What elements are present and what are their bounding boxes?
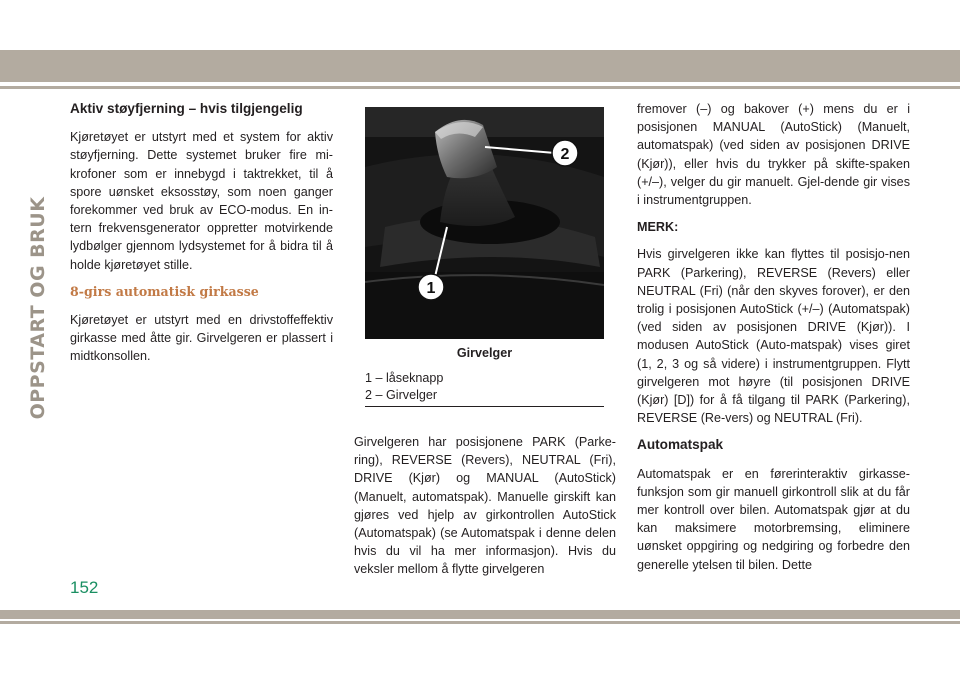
footer-rule <box>0 621 960 624</box>
header-band <box>0 50 960 82</box>
gear-selector-photo <box>365 107 604 339</box>
section-side-tab-label: OPPSTART OG BRUK <box>27 196 49 420</box>
figure-legend-item: 1 – låseknapp <box>365 371 444 385</box>
page-number: 152 <box>70 578 99 597</box>
section-heading-autostick: Automatspak <box>637 437 724 453</box>
footer-band <box>0 610 960 619</box>
paragraph-manual-shift: fremover (–) og bakover (+) mens du er i posisjonen MANUAL (AutoStick) (Manuelt, automatspak) (ved siden av posisjonen DRIVE (Kjør)), eller hvis du trykker på skifte-spaken (+/–), velger du gir manuelt. Gjel-dende gir vises i instrumentgruppen. <box>637 102 910 208</box>
figure-legend-rule <box>365 406 604 407</box>
paragraph-8-speed: Kjøretøyet er utstyrt med en drivstoffeffektiv girkasse med åtte gir. Girvelgeren er plassert i midtkonsollen. <box>70 313 333 364</box>
header-rule <box>0 86 960 89</box>
figure-legend <box>365 370 604 404</box>
note-label: MERK: <box>637 220 679 235</box>
section-side-tab <box>27 196 49 420</box>
paragraph-gear-positions: Girvelgeren har posisjonene PARK (Parke-ring), REVERSE (Revers), NEUTRAL (Fri), DRIVE (Kjør) og MANUAL (AutoStick) (Manuelt, automatspak). Manuelle girskift kan gjøres ved hjelp av girkontrollen AutoStick (Automatspak) (se Automatspak i denne delen hvis du vil ha mer informasjon). Hvis du veksler mellom å flytte girvelgeren <box>354 435 616 577</box>
gear-selector-illustration <box>365 107 604 339</box>
figure-caption-title: Girvelger <box>456 346 513 360</box>
column-right <box>637 100 910 583</box>
subheading-8-speed: 8-girs automatisk girkasse <box>70 283 259 299</box>
column-left <box>70 100 333 375</box>
callout-2: 2 <box>560 146 570 163</box>
paragraph-active-noise: Kjøretøyet er utstyrt med et system for aktiv støyfjerning. Dette systemet bruker fire mi-krofoner som er innebygd i taktrekket, til å spore uønsket eksosstøy, som noen ganger forekommer ved bruk av ECO-modus. En in-tern frekvensgenerator oppretter motvirkende lydbølger gjennom lydsystemet for å bidra til å holde kjøretøyet stille. <box>70 130 333 272</box>
section-heading-active-noise: Aktiv støyfjerning – hvis tilgjengelig <box>70 101 303 116</box>
callout-1: 1 <box>426 280 436 297</box>
paragraph-autostick: Automatspak er en førerinteraktiv girkasse-funksjon som gir manuell girkontroll slik at du får mer kontroll over bilen. Automatspak gjør at du kan maksimere motorbremsing, eliminere uønsket oppgiring og nedgiring og forbedre den generelle ytelsen til bilen. Dette <box>637 466 910 572</box>
column-middle <box>354 433 616 579</box>
figure-legend-item: 2 – Girvelger <box>365 388 438 402</box>
note-text: Hvis girvelgeren ikke kan flyttes til posisjo-nen PARK (Parkering), REVERSE (Revers) eller NEUTRAL (Fri) (når den skyves forover), er den trolig i posisjonen AutoStick (+/–) (Automatspak) (ved siden av posisjonen DRIVE (Kjør)). I modusen AutoStick (Auto-matspak) vises giret (1, 2, 3 og så videre) i instrumentgruppen. Flytt girvelgeren mot høyre (til posisjonen DRIVE (Kjør) [D]) for å få tilgang til PARK (Parkering), REVERSE (Re-vers) og NEUTRAL (Fri). <box>637 247 910 426</box>
